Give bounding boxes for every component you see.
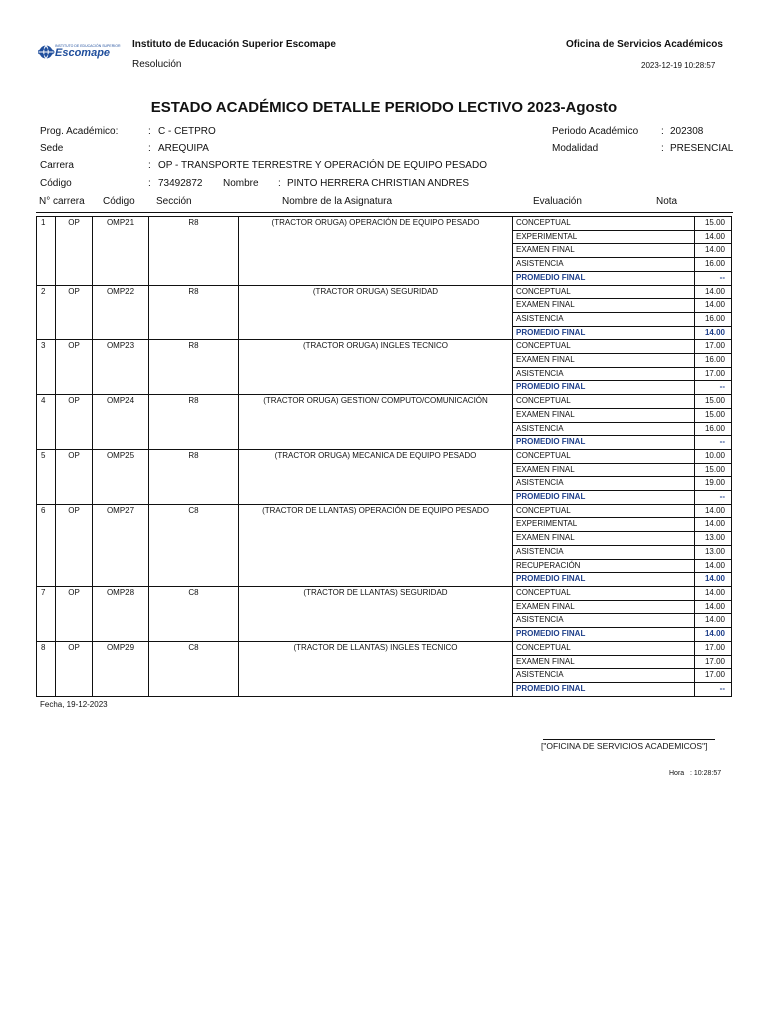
course-name: (TRACTOR ORUGA) OPERACIÓN DE EQUIPO PESADO [239,217,513,286]
col-seccion: Sección [156,196,192,207]
periodo-label: Periodo Académico [552,126,639,137]
nombre-sep: : [278,178,281,189]
evaluation-grade: 14.00 [695,230,732,244]
course-name: (TRACTOR ORUGA) SEGURIDAD [239,285,513,340]
course-section: R8 [149,217,239,286]
evaluation-grade: 15.00 [695,395,732,409]
evaluation-grade: 14.00 [695,299,732,313]
prog-value: C - CETPRO [158,126,216,137]
evaluation-type: PROMEDIO FINAL [513,381,695,395]
evaluation-type: CONCEPTUAL [513,641,695,655]
prog-label: Prog. Académico: [40,126,119,137]
evaluation-grade: 19.00 [695,477,732,491]
course-name: (TRACTOR DE LLANTAS) SEGURIDAD [239,586,513,641]
nombre-label: Nombre [223,178,259,189]
evaluation-type: PROMEDIO FINAL [513,436,695,450]
evaluation-grade: 17.00 [695,655,732,669]
course-section: R8 [149,285,239,340]
evaluation-grade: 15.00 [695,217,732,231]
course-number: 3 [37,340,56,395]
evaluation-grade: 15.00 [695,408,732,422]
evaluation-type: EXAMEN FINAL [513,532,695,546]
course-section: R8 [149,395,239,450]
evaluation-grade: 17.00 [695,641,732,655]
nombre-value: PINTO HERRERA CHRISTIAN ANDRES [287,178,470,189]
evaluation-type: EXPERIMENTAL [513,518,695,532]
periodo-sep: : [661,126,664,137]
course-carrera: OP [56,217,93,286]
grades-body [37,217,732,697]
course-code: OMP22 [93,285,149,340]
logo-text: Escomape [55,47,111,59]
table-row [37,285,732,299]
course-section: R8 [149,449,239,504]
sede-sep: : [148,143,151,154]
evaluation-grade: 16.00 [695,258,732,272]
course-number: 2 [37,285,56,340]
evaluation-type: PROMEDIO FINAL [513,491,695,505]
table-row [37,641,732,655]
evaluation-grade: 14.00 [695,326,732,340]
carrera-label: Carrera [40,160,74,171]
course-name: (TRACTOR ORUGA) MECANICA DE EQUIPO PESADO [239,449,513,504]
course-carrera: OP [56,504,93,586]
office-name: Oficina de Servicios Académicos [566,39,723,50]
evaluation-grade: 15.00 [695,463,732,477]
col-num-carrera: N° carrera [39,196,85,207]
evaluation-type: CONCEPTUAL [513,395,695,409]
carrera-sep: : [148,160,151,171]
evaluation-grade: 13.00 [695,532,732,546]
course-number: 1 [37,217,56,286]
course-carrera: OP [56,395,93,450]
periodo-value: 202308 [670,126,704,137]
evaluation-grade: -- [695,381,732,395]
course-name: (TRACTOR DE LLANTAS) OPERACIÓN DE EQUIPO PESADO [239,504,513,586]
table-row [37,395,732,409]
evaluation-grade: 14.00 [695,285,732,299]
hora-value: : 10:28:57 [690,770,722,777]
evaluation-grade: 14.00 [695,628,732,642]
course-number: 7 [37,586,56,641]
course-number: 8 [37,641,56,696]
table-row [37,504,732,518]
col-asignatura: Nombre de la Asignatura [282,196,393,207]
course-section: R8 [149,340,239,395]
course-name: (TRACTOR DE LLANTAS) INGLES TECNICO [239,641,513,696]
evaluation-grade: 16.00 [695,422,732,436]
evaluation-type: CONCEPTUAL [513,285,695,299]
course-code: OMP25 [93,449,149,504]
evaluation-grade: 14.00 [695,586,732,600]
hora-label: Hora [669,770,685,777]
evaluation-grade: 14.00 [695,573,732,587]
institute-name: Instituto de Educación Superior Escomape [132,39,336,50]
carrera-value: OP - TRANSPORTE TERRESTRE Y OPERACIÓN DE EQUIPO PESADO [158,160,487,171]
page-title: ESTADO ACADÉMICO DETALLE PERIODO LECTIVO 2023-Agosto [150,99,618,116]
col-nota: Nota [656,196,678,207]
course-number: 4 [37,395,56,450]
course-carrera: OP [56,449,93,504]
course-carrera: OP [56,285,93,340]
evaluation-grade: 17.00 [695,669,732,683]
course-code: OMP28 [93,586,149,641]
course-section: C8 [149,504,239,586]
document-subtitle: Resolución [132,59,182,70]
course-number: 6 [37,504,56,586]
header-rule [36,212,733,213]
course-section: C8 [149,641,239,696]
evaluation-grade: 14.00 [695,244,732,258]
evaluation-grade: -- [695,436,732,450]
course-carrera: OP [56,340,93,395]
evaluation-grade: -- [695,491,732,505]
evaluation-type: ASISTENCIA [513,477,695,491]
evaluation-type: CONCEPTUAL [513,586,695,600]
evaluation-grade: 14.00 [695,614,732,628]
evaluation-type: ASISTENCIA [513,669,695,683]
evaluation-grade: 14.00 [695,559,732,573]
evaluation-type: ASISTENCIA [513,312,695,326]
evaluation-type: ASISTENCIA [513,545,695,559]
course-code: OMP27 [93,504,149,586]
evaluation-type: CONCEPTUAL [513,504,695,518]
course-code: OMP21 [93,217,149,286]
course-name: (TRACTOR ORUGA) GESTION/ COMPUTO/COMUNICACIÓN [239,395,513,450]
evaluation-type: CONCEPTUAL [513,340,695,354]
table-row [37,586,732,600]
fecha-text: Fecha, 19-12-2023 [40,700,108,709]
course-code: OMP29 [93,641,149,696]
evaluation-type: PROMEDIO FINAL [513,573,695,587]
evaluation-type: EXAMEN FINAL [513,655,695,669]
evaluation-type: EXAMEN FINAL [513,299,695,313]
evaluation-grade: 17.00 [695,340,732,354]
evaluation-type: EXAMEN FINAL [513,354,695,368]
evaluation-type: EXPERIMENTAL [513,230,695,244]
grades-table [36,216,732,697]
table-row [37,217,732,231]
col-codigo: Código [103,196,135,207]
course-code: OMP24 [93,395,149,450]
modalidad-sep: : [661,143,664,154]
evaluation-grade: 14.00 [695,518,732,532]
evaluation-grade: -- [695,271,732,285]
evaluation-grade: 17.00 [695,367,732,381]
table-row [37,449,732,463]
evaluation-type: EXAMEN FINAL [513,600,695,614]
evaluation-grade: 13.00 [695,545,732,559]
course-number: 5 [37,449,56,504]
evaluation-grade: 10.00 [695,449,732,463]
print-datetime: 2023-12-19 10:28:57 [641,61,716,70]
course-carrera: OP [56,641,93,696]
sede-label: Sede [40,143,64,154]
logo-small-text: INSTITUTO DE EDUCACIÓN SUPERIOR [55,44,121,48]
table-row [37,340,732,354]
evaluation-type: ASISTENCIA [513,258,695,272]
signature-line [543,739,715,740]
evaluation-type: EXAMEN FINAL [513,463,695,477]
modalidad-label: Modalidad [552,143,599,154]
evaluation-type: ASISTENCIA [513,422,695,436]
col-evaluacion: Evaluación [533,196,582,207]
course-code: OMP23 [93,340,149,395]
evaluation-type: ASISTENCIA [513,614,695,628]
signature-text: ["OFICINA DE SERVICIOS ACADEMICOS"] [541,741,708,751]
evaluation-type: PROMEDIO FINAL [513,682,695,696]
course-carrera: OP [56,586,93,641]
modalidad-value: PRESENCIAL [670,143,734,154]
sede-value: AREQUIPA [158,143,209,154]
evaluation-type: PROMEDIO FINAL [513,628,695,642]
escomape-logo [38,44,121,60]
course-name: (TRACTOR ORUGA) INGLES TECNICO [239,340,513,395]
evaluation-type: EXAMEN FINAL [513,244,695,258]
evaluation-grade: 14.00 [695,504,732,518]
course-section: C8 [149,586,239,641]
evaluation-type: ASISTENCIA [513,367,695,381]
codigo-sep: : [148,178,151,189]
evaluation-type: CONCEPTUAL [513,449,695,463]
evaluation-type: CONCEPTUAL [513,217,695,231]
codigo-value: 73492872 [158,178,203,189]
evaluation-type: EXAMEN FINAL [513,408,695,422]
evaluation-grade: -- [695,682,732,696]
evaluation-type: PROMEDIO FINAL [513,326,695,340]
evaluation-grade: 14.00 [695,600,732,614]
codigo-label: Código [40,178,72,189]
evaluation-type: RECUPERACIÓN [513,559,695,573]
evaluation-grade: 16.00 [695,312,732,326]
prog-sep: : [148,126,151,137]
evaluation-type: PROMEDIO FINAL [513,271,695,285]
evaluation-grade: 16.00 [695,354,732,368]
